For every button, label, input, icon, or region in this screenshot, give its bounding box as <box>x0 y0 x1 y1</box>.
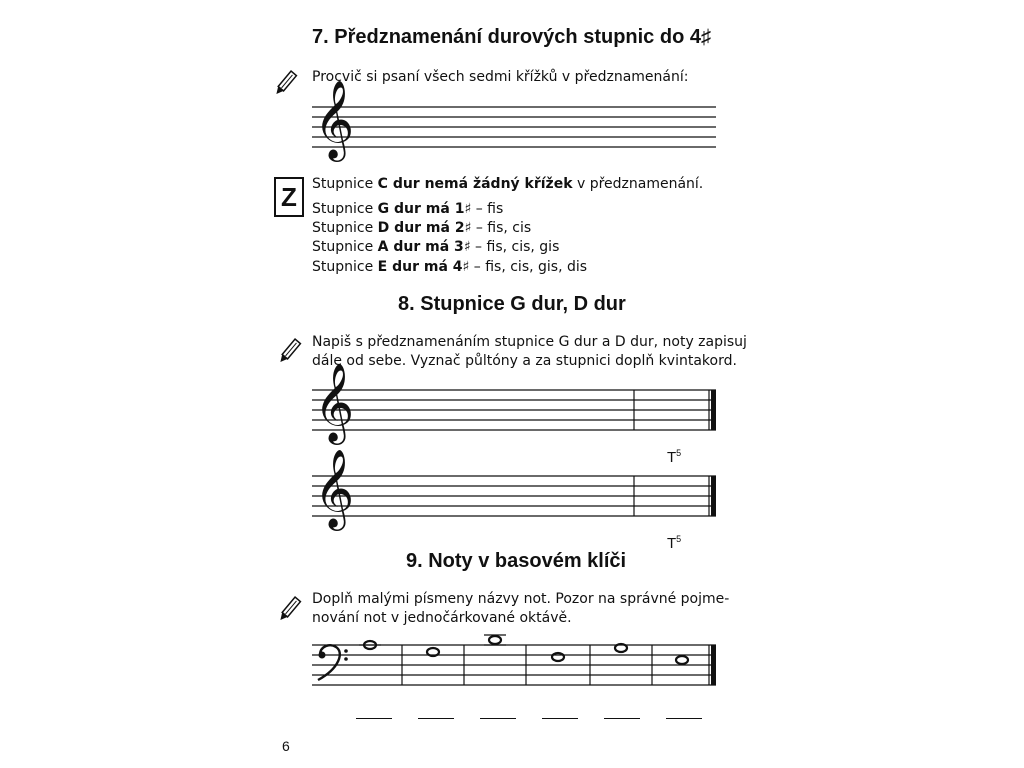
section-9-title: 9. Noty v basovém klíči <box>406 550 627 572</box>
rule-e-dur: Stupnice E dur má 4♯ – fis, cis, gis, dis <box>312 259 588 275</box>
section-8-instruction-line-1: Napiš s předznamenáním stupnice G dur a D dur, noty zapisuj <box>312 334 747 350</box>
section-9-instruction-line-2: nování not v jednočárkované oktávě. <box>312 610 572 626</box>
answer-blank[interactable] <box>542 718 578 719</box>
tonic-triad-label: $T^5$ <box>667 534 682 552</box>
tonic-triad-label: $T^5$ <box>667 448 682 466</box>
section-7-title: 7. Předznamenání durových stupnic do 4♯ <box>312 26 711 48</box>
note-3 <box>489 636 501 644</box>
section-9-instruction-line-1: Doplň malými písmeny názvy not. Pozor na správné pojme- <box>312 591 730 607</box>
treble-clef-icon: 𝄞 <box>314 449 355 528</box>
treble-clef-icon: 𝄞 <box>314 80 355 159</box>
note-6 <box>676 656 688 664</box>
answer-blank[interactable] <box>480 718 516 719</box>
treble-clef-icon: 𝄞 <box>314 363 355 442</box>
section-8-title: 8. Stupnice G dur, D dur <box>398 293 626 315</box>
section-7-instruction: Procvič si psaní všech sedmi křížků v předznamenání: <box>312 69 689 85</box>
answer-blank[interactable] <box>356 718 392 719</box>
answer-blank[interactable] <box>418 718 454 719</box>
rule-g-dur: Stupnice G dur má 1♯ – fis <box>312 201 504 217</box>
rule-d-dur: Stupnice D dur má 2♯ – fis, cis <box>312 220 532 236</box>
answer-blank[interactable] <box>604 718 640 719</box>
note-4 <box>552 653 564 661</box>
section-8-instruction-line-2: dále od sebe. Vyznač půltóny a za stupnici doplň kvintakord. <box>312 353 737 369</box>
page-number: 6 <box>282 738 290 754</box>
answer-blank[interactable] <box>666 718 702 719</box>
rule-a-dur: Stupnice A dur má 3♯ – fis, cis, gis <box>312 239 560 255</box>
z-badge: Z <box>274 177 304 217</box>
rule-c-dur: Stupnice C dur nemá žádný křížek v předznamenání. <box>312 176 704 192</box>
